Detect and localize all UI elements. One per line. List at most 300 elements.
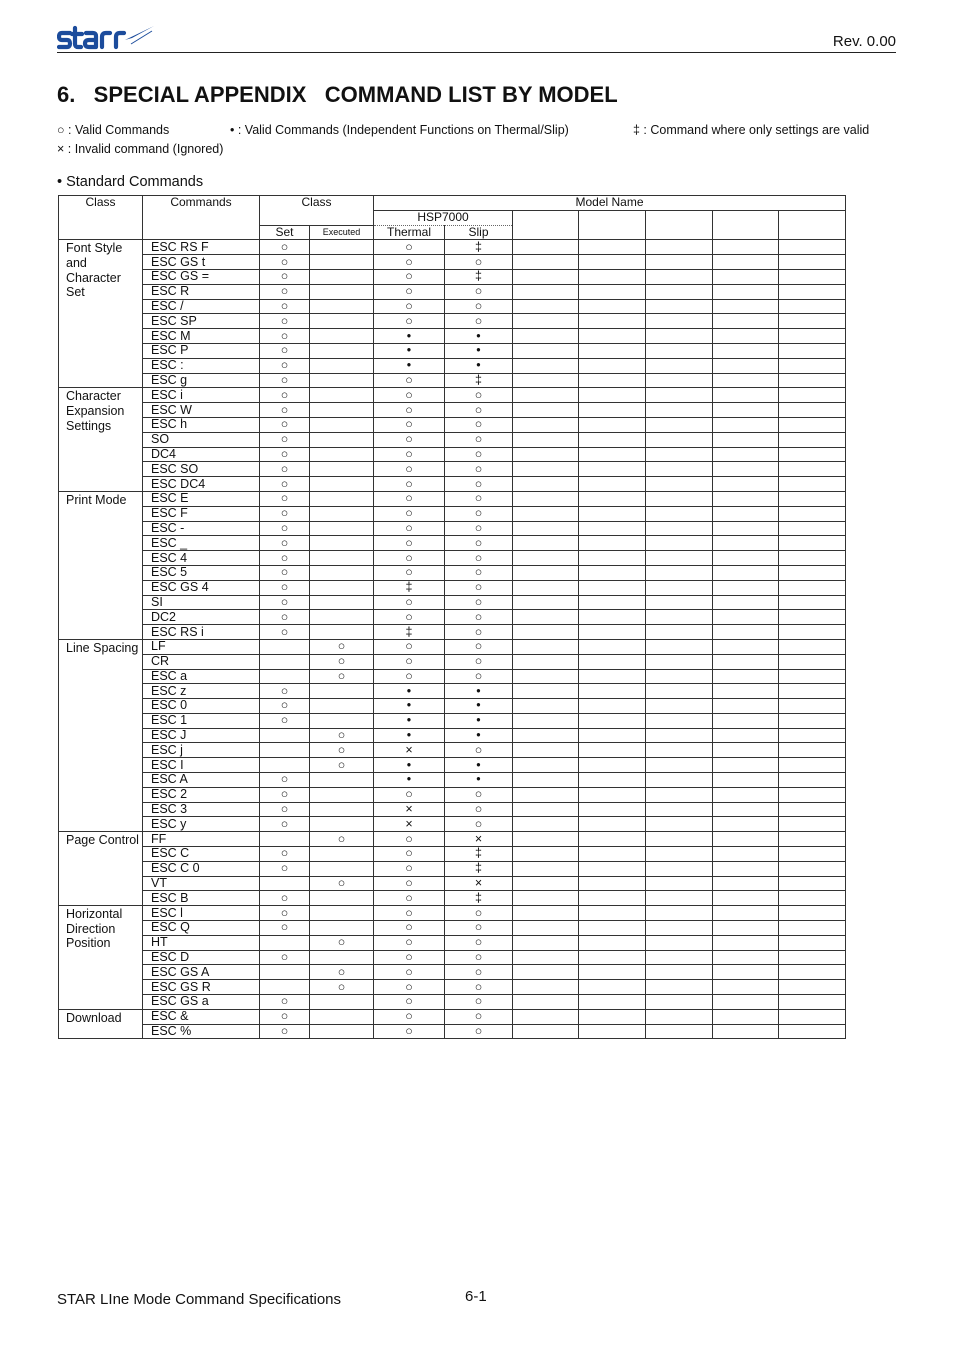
model-empty-cell bbox=[646, 521, 713, 536]
model-empty-cell bbox=[513, 713, 579, 728]
executed-cell bbox=[310, 891, 374, 906]
table-row bbox=[59, 373, 846, 388]
command-cell: VT bbox=[143, 876, 260, 891]
table-row bbox=[59, 358, 846, 373]
table-row bbox=[59, 403, 846, 418]
command-cell: ESC i bbox=[143, 388, 260, 403]
slip-cell: • bbox=[445, 773, 513, 788]
set-cell: ○ bbox=[260, 565, 310, 580]
command-cell: ESC I bbox=[143, 758, 260, 773]
slip-cell: • bbox=[445, 758, 513, 773]
command-cell: ESC GS R bbox=[143, 980, 260, 995]
model-empty-cell bbox=[646, 965, 713, 980]
model-empty-cell bbox=[713, 447, 779, 462]
model-empty-cell bbox=[513, 388, 579, 403]
class-cell: Font Style and Character Set bbox=[59, 240, 143, 388]
table-row bbox=[59, 876, 846, 891]
set-cell: ○ bbox=[260, 447, 310, 462]
model-empty-cell bbox=[579, 935, 646, 950]
executed-cell bbox=[310, 447, 374, 462]
slip-cell: • bbox=[445, 329, 513, 344]
model-empty-cell bbox=[579, 743, 646, 758]
set-cell: ○ bbox=[260, 403, 310, 418]
model-empty-cell bbox=[646, 728, 713, 743]
set-cell bbox=[260, 980, 310, 995]
executed-cell: ○ bbox=[310, 876, 374, 891]
executed-cell bbox=[310, 699, 374, 714]
set-cell: ○ bbox=[260, 891, 310, 906]
command-cell: HT bbox=[143, 935, 260, 950]
executed-cell bbox=[310, 521, 374, 536]
model-empty-cell bbox=[779, 1024, 846, 1039]
set-cell: ○ bbox=[260, 713, 310, 728]
model-empty-cell bbox=[713, 343, 779, 358]
model-empty-cell bbox=[646, 447, 713, 462]
model-empty-cell bbox=[713, 1009, 779, 1024]
set-cell: ○ bbox=[260, 299, 310, 314]
model-empty-cell bbox=[713, 417, 779, 432]
model-empty-cell bbox=[579, 536, 646, 551]
model-empty-cell bbox=[713, 639, 779, 654]
command-cell: ESC P bbox=[143, 343, 260, 358]
slip-cell: ○ bbox=[445, 314, 513, 329]
table-row bbox=[59, 847, 846, 862]
model-empty-cell bbox=[513, 447, 579, 462]
class-cell: Horizontal Direction Position bbox=[59, 906, 143, 1010]
class-group-header: Class bbox=[260, 196, 374, 226]
slip-cell: ‡ bbox=[445, 891, 513, 906]
model-empty-cell bbox=[646, 743, 713, 758]
model-empty-cell bbox=[779, 639, 846, 654]
model-empty-cell bbox=[513, 891, 579, 906]
model-empty-cell bbox=[713, 610, 779, 625]
slip-cell: • bbox=[445, 358, 513, 373]
slip-cell: ○ bbox=[445, 610, 513, 625]
executed-cell bbox=[310, 684, 374, 699]
set-cell: ○ bbox=[260, 950, 310, 965]
page-number: 6-1 bbox=[465, 1288, 487, 1305]
model-empty-cell bbox=[513, 802, 579, 817]
command-cell: ESC 4 bbox=[143, 551, 260, 566]
executed-cell bbox=[310, 995, 374, 1010]
model-empty-cell bbox=[513, 610, 579, 625]
command-cell: FF bbox=[143, 832, 260, 847]
executed-cell bbox=[310, 1009, 374, 1024]
executed-cell bbox=[310, 240, 374, 255]
command-cell: ESC SP bbox=[143, 314, 260, 329]
set-cell: ○ bbox=[260, 491, 310, 506]
table-row bbox=[59, 432, 846, 447]
executed-cell: ○ bbox=[310, 654, 374, 669]
thermal-cell: ○ bbox=[374, 551, 445, 566]
command-cell: DC4 bbox=[143, 447, 260, 462]
model-empty-cell bbox=[713, 758, 779, 773]
star-logo bbox=[57, 24, 155, 54]
command-cell: ESC 5 bbox=[143, 565, 260, 580]
command-cell: ESC GS = bbox=[143, 269, 260, 284]
model-empty-cell bbox=[579, 595, 646, 610]
model-empty-cell bbox=[779, 669, 846, 684]
model-empty-cell bbox=[713, 713, 779, 728]
model-empty-cell bbox=[779, 965, 846, 980]
thermal-cell: ○ bbox=[374, 1024, 445, 1039]
model-empty-cell bbox=[513, 995, 579, 1010]
slip-cell: • bbox=[445, 684, 513, 699]
model-empty-cell bbox=[779, 521, 846, 536]
slip-cell: × bbox=[445, 832, 513, 847]
model-empty-cell bbox=[779, 462, 846, 477]
set-cell: ○ bbox=[260, 269, 310, 284]
model-empty-cell bbox=[646, 358, 713, 373]
model-empty-cell bbox=[579, 610, 646, 625]
model-empty-cell bbox=[579, 787, 646, 802]
slip-cell: ○ bbox=[445, 447, 513, 462]
model-empty-cell bbox=[579, 447, 646, 462]
slip-cell: ○ bbox=[445, 625, 513, 640]
command-cell: ESC W bbox=[143, 403, 260, 418]
model-empty-cell bbox=[713, 358, 779, 373]
model-empty-cell bbox=[579, 654, 646, 669]
model-empty-cell bbox=[579, 417, 646, 432]
legend-valid: ○ : Valid Commands bbox=[57, 123, 170, 137]
executed-cell bbox=[310, 921, 374, 936]
set-cell: ○ bbox=[260, 787, 310, 802]
slip-cell: ‡ bbox=[445, 847, 513, 862]
table-row bbox=[59, 521, 846, 536]
model-empty-cell bbox=[646, 595, 713, 610]
table-row bbox=[59, 713, 846, 728]
thermal-cell: • bbox=[374, 343, 445, 358]
executed-cell bbox=[310, 343, 374, 358]
thermal-cell: ○ bbox=[374, 462, 445, 477]
model-empty-cell bbox=[713, 876, 779, 891]
executed-cell: ○ bbox=[310, 669, 374, 684]
set-cell: ○ bbox=[260, 255, 310, 270]
model-empty-cell bbox=[646, 773, 713, 788]
model-empty-cell bbox=[579, 832, 646, 847]
executed-cell bbox=[310, 255, 374, 270]
model-empty-cell bbox=[779, 861, 846, 876]
thermal-cell: ○ bbox=[374, 861, 445, 876]
model-empty-cell bbox=[646, 240, 713, 255]
model-empty-cell bbox=[779, 743, 846, 758]
model-empty-cell bbox=[513, 521, 579, 536]
model-empty-cell bbox=[513, 462, 579, 477]
slip-header: Slip bbox=[445, 225, 513, 240]
table-row bbox=[59, 491, 846, 506]
model-empty-cell bbox=[513, 403, 579, 418]
set-cell bbox=[260, 935, 310, 950]
model-empty-cell bbox=[579, 240, 646, 255]
model-empty-cell bbox=[646, 284, 713, 299]
executed-cell bbox=[310, 610, 374, 625]
set-cell: ○ bbox=[260, 699, 310, 714]
slip-cell: ○ bbox=[445, 477, 513, 492]
command-cell: ESC E bbox=[143, 491, 260, 506]
model-empty-cell bbox=[779, 625, 846, 640]
model-empty-cell bbox=[713, 536, 779, 551]
model-empty-cell bbox=[646, 684, 713, 699]
model-empty-cell bbox=[513, 240, 579, 255]
set-cell: ○ bbox=[260, 817, 310, 832]
executed-cell bbox=[310, 950, 374, 965]
executed-cell bbox=[310, 906, 374, 921]
slip-cell: ○ bbox=[445, 980, 513, 995]
model-empty-cell bbox=[513, 935, 579, 950]
set-cell: ○ bbox=[260, 921, 310, 936]
model-empty-cell bbox=[779, 699, 846, 714]
command-cell: ESC / bbox=[143, 299, 260, 314]
model-empty-cell bbox=[579, 388, 646, 403]
model-empty-cell bbox=[646, 580, 713, 595]
thermal-cell: ○ bbox=[374, 506, 445, 521]
model-empty-cell bbox=[779, 580, 846, 595]
thermal-cell: ○ bbox=[374, 921, 445, 936]
model-header: HSP7000 bbox=[374, 210, 513, 225]
set-cell: ○ bbox=[260, 610, 310, 625]
executed-cell: ○ bbox=[310, 758, 374, 773]
thermal-cell: ○ bbox=[374, 1009, 445, 1024]
model-empty-cell bbox=[713, 432, 779, 447]
thermal-cell: × bbox=[374, 817, 445, 832]
model-empty-cell bbox=[579, 314, 646, 329]
command-cell: ESC RS i bbox=[143, 625, 260, 640]
model-empty-header bbox=[579, 210, 646, 240]
model-empty-cell bbox=[713, 299, 779, 314]
slip-cell: ○ bbox=[445, 995, 513, 1010]
set-cell: ○ bbox=[260, 1009, 310, 1024]
model-empty-cell bbox=[779, 343, 846, 358]
model-empty-cell bbox=[513, 654, 579, 669]
model-empty-cell bbox=[579, 861, 646, 876]
class-cell: Character Expansion Settings bbox=[59, 388, 143, 492]
model-empty-cell bbox=[646, 921, 713, 936]
command-cell: ESC GS t bbox=[143, 255, 260, 270]
model-empty-cell bbox=[779, 595, 846, 610]
set-cell bbox=[260, 876, 310, 891]
model-empty-cell bbox=[513, 921, 579, 936]
table-row bbox=[59, 965, 846, 980]
slip-cell: • bbox=[445, 728, 513, 743]
executed-cell bbox=[310, 269, 374, 284]
slip-cell: ○ bbox=[445, 802, 513, 817]
model-empty-cell bbox=[779, 684, 846, 699]
table-row bbox=[59, 551, 846, 566]
table-row bbox=[59, 980, 846, 995]
model-empty-cell bbox=[713, 684, 779, 699]
thermal-cell: ○ bbox=[374, 832, 445, 847]
model-empty-cell bbox=[779, 536, 846, 551]
model-empty-cell bbox=[513, 773, 579, 788]
model-empty-cell bbox=[513, 551, 579, 566]
executed-cell bbox=[310, 284, 374, 299]
table-row bbox=[59, 758, 846, 773]
set-cell: ○ bbox=[260, 551, 310, 566]
command-table-body bbox=[59, 240, 846, 1039]
model-empty-cell bbox=[646, 343, 713, 358]
model-empty-cell bbox=[513, 699, 579, 714]
model-empty-cell bbox=[646, 639, 713, 654]
model-empty-cell bbox=[713, 861, 779, 876]
slip-cell: ○ bbox=[445, 817, 513, 832]
command-cell: SO bbox=[143, 432, 260, 447]
thermal-cell: ○ bbox=[374, 891, 445, 906]
command-cell: ESC z bbox=[143, 684, 260, 699]
slip-cell: ‡ bbox=[445, 269, 513, 284]
thermal-cell: ○ bbox=[374, 654, 445, 669]
command-cell: ESC & bbox=[143, 1009, 260, 1024]
class-header: Class bbox=[59, 196, 143, 240]
table-row bbox=[59, 565, 846, 580]
table-row bbox=[59, 477, 846, 492]
executed-cell bbox=[310, 432, 374, 447]
model-empty-cell bbox=[579, 565, 646, 580]
model-empty-cell bbox=[646, 625, 713, 640]
model-empty-cell bbox=[579, 891, 646, 906]
executed-cell bbox=[310, 787, 374, 802]
model-empty-cell bbox=[713, 906, 779, 921]
command-cell: ESC : bbox=[143, 358, 260, 373]
slip-cell: ○ bbox=[445, 595, 513, 610]
model-empty-cell bbox=[579, 876, 646, 891]
set-cell: ○ bbox=[260, 506, 310, 521]
model-empty-cell bbox=[579, 358, 646, 373]
slip-cell: ○ bbox=[445, 506, 513, 521]
model-empty-cell bbox=[579, 921, 646, 936]
table-row bbox=[59, 684, 846, 699]
model-empty-cell bbox=[713, 269, 779, 284]
model-empty-cell bbox=[779, 773, 846, 788]
model-empty-cell bbox=[579, 847, 646, 862]
model-empty-cell bbox=[513, 255, 579, 270]
table-row bbox=[59, 935, 846, 950]
slip-cell: ○ bbox=[445, 551, 513, 566]
slip-cell: ○ bbox=[445, 654, 513, 669]
command-cell: ESC _ bbox=[143, 536, 260, 551]
model-empty-cell bbox=[513, 329, 579, 344]
model-empty-cell bbox=[713, 284, 779, 299]
model-empty-cell bbox=[713, 669, 779, 684]
command-cell: ESC B bbox=[143, 891, 260, 906]
thermal-cell: ○ bbox=[374, 639, 445, 654]
model-empty-cell bbox=[579, 950, 646, 965]
table-row bbox=[59, 817, 846, 832]
model-empty-cell bbox=[713, 699, 779, 714]
table-row bbox=[59, 654, 846, 669]
set-cell: ○ bbox=[260, 625, 310, 640]
executed-cell bbox=[310, 817, 374, 832]
table-row bbox=[59, 329, 846, 344]
table-row bbox=[59, 773, 846, 788]
model-empty-cell bbox=[513, 491, 579, 506]
model-empty-cell bbox=[779, 817, 846, 832]
set-cell bbox=[260, 669, 310, 684]
model-empty-cell bbox=[579, 669, 646, 684]
table-row bbox=[59, 921, 846, 936]
thermal-cell: • bbox=[374, 758, 445, 773]
thermal-cell: ○ bbox=[374, 284, 445, 299]
table-row bbox=[59, 536, 846, 551]
table-row bbox=[59, 906, 846, 921]
model-empty-cell bbox=[513, 758, 579, 773]
model-empty-cell bbox=[646, 373, 713, 388]
model-empty-cell bbox=[713, 373, 779, 388]
model-empty-cell bbox=[646, 388, 713, 403]
model-name-header: Model Name bbox=[374, 196, 846, 211]
model-empty-cell bbox=[579, 551, 646, 566]
model-empty-header bbox=[779, 210, 846, 240]
table-row bbox=[59, 299, 846, 314]
thermal-cell: ○ bbox=[374, 403, 445, 418]
model-empty-cell bbox=[646, 654, 713, 669]
model-empty-cell bbox=[779, 299, 846, 314]
slip-cell: ○ bbox=[445, 1009, 513, 1024]
model-empty-cell bbox=[579, 462, 646, 477]
model-empty-cell bbox=[779, 551, 846, 566]
model-empty-cell bbox=[713, 580, 779, 595]
model-empty-cell bbox=[713, 847, 779, 862]
set-cell: ○ bbox=[260, 684, 310, 699]
model-empty-cell bbox=[646, 995, 713, 1010]
thermal-cell: × bbox=[374, 802, 445, 817]
set-cell bbox=[260, 654, 310, 669]
model-empty-cell bbox=[513, 269, 579, 284]
model-empty-cell bbox=[646, 891, 713, 906]
model-empty-cell bbox=[713, 551, 779, 566]
thermal-cell: ‡ bbox=[374, 625, 445, 640]
model-empty-cell bbox=[579, 255, 646, 270]
command-cell: ESC GS a bbox=[143, 995, 260, 1010]
model-empty-cell bbox=[646, 935, 713, 950]
model-empty-cell bbox=[779, 802, 846, 817]
model-empty-cell bbox=[579, 817, 646, 832]
slip-cell: ○ bbox=[445, 950, 513, 965]
executed-cell bbox=[310, 551, 374, 566]
model-empty-cell bbox=[779, 950, 846, 965]
thermal-cell: ○ bbox=[374, 980, 445, 995]
executed-cell bbox=[310, 373, 374, 388]
model-empty-cell bbox=[646, 1009, 713, 1024]
model-empty-cell bbox=[779, 314, 846, 329]
table-row bbox=[59, 699, 846, 714]
slip-cell: ○ bbox=[445, 921, 513, 936]
thermal-cell: ○ bbox=[374, 432, 445, 447]
model-empty-cell bbox=[779, 403, 846, 418]
table-row bbox=[59, 787, 846, 802]
model-empty-cell bbox=[579, 758, 646, 773]
table-row bbox=[59, 950, 846, 965]
model-empty-cell bbox=[513, 299, 579, 314]
set-cell: ○ bbox=[260, 373, 310, 388]
set-cell: ○ bbox=[260, 329, 310, 344]
executed-cell bbox=[310, 403, 374, 418]
thermal-header: Thermal bbox=[374, 225, 445, 240]
executed-cell bbox=[310, 565, 374, 580]
set-cell: ○ bbox=[260, 314, 310, 329]
model-empty-cell bbox=[646, 565, 713, 580]
model-empty-cell bbox=[646, 255, 713, 270]
model-empty-cell bbox=[513, 565, 579, 580]
table-row bbox=[59, 388, 846, 403]
model-empty-cell bbox=[513, 669, 579, 684]
model-empty-cell bbox=[713, 595, 779, 610]
slip-cell: ○ bbox=[445, 255, 513, 270]
command-table bbox=[58, 195, 846, 1039]
set-header: Set bbox=[260, 225, 310, 240]
model-empty-cell bbox=[513, 965, 579, 980]
set-cell: ○ bbox=[260, 861, 310, 876]
thermal-cell: ‡ bbox=[374, 580, 445, 595]
